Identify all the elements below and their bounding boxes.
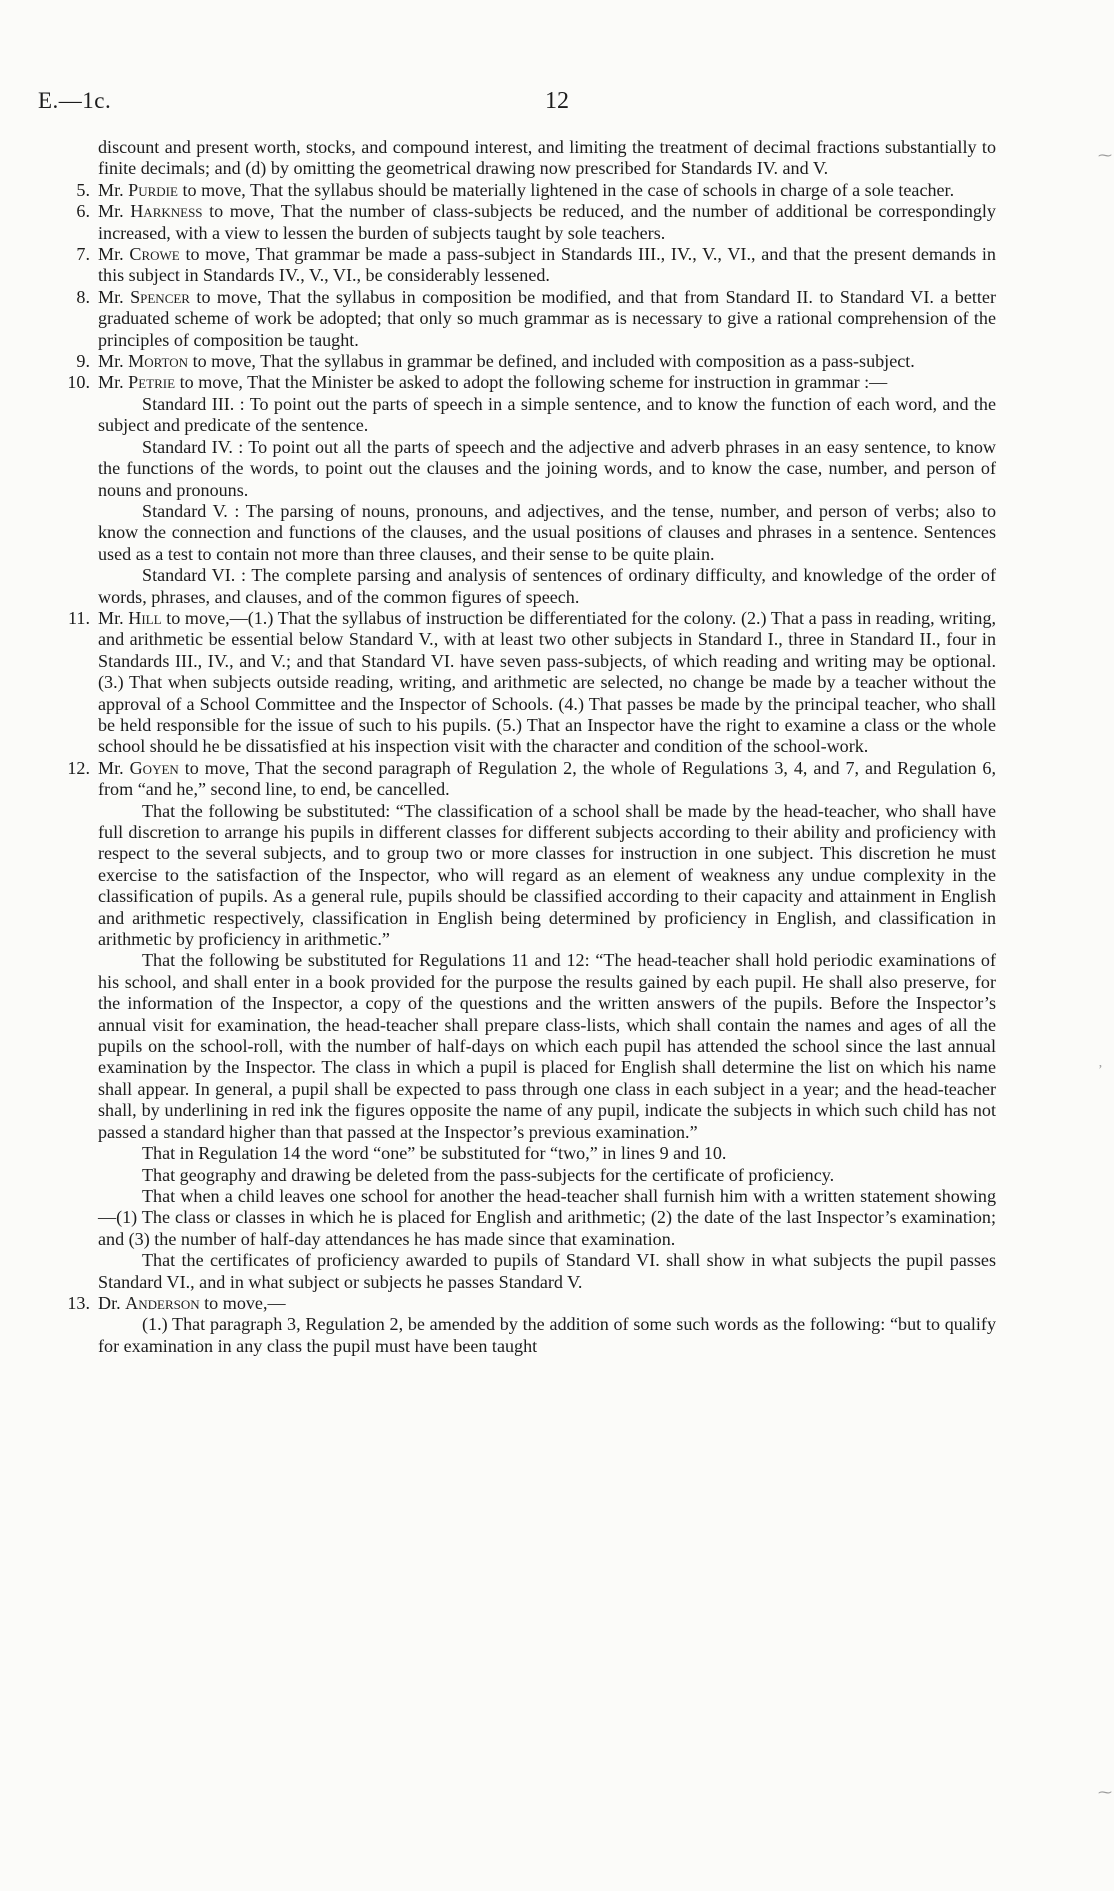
motion-text xyxy=(98,372,996,393)
motion-item xyxy=(76,286,996,351)
motion-number: 13. xyxy=(67,1292,90,1313)
motion-body: to move,—(1.) That the syllabus of instruction be differentiated for the colony. (2.) That a pass in reading, writing, and arithmetic be essential below Standard V., with at least two other subjects in Standard I., three in Standard II., four in Standards III., IV., and V.; and that Standard VI. have seven pass-subjects, of which reading and writing may be optional. (3.) That when subjects outside reading, writing, and arithmetic are selected, no change be made by a teacher without the approval of a School Committee and the Inspector of Schools. (4.) That passes be made by the principal teacher, who shall be held responsible for the issue of such to his pupils. (5.) That an Inspector have the right to examine a class or the whole school should he be dissatisfied at his inspection visit with the character and condition of the school-work. xyxy=(98,607,997,757)
member-name: Harkness xyxy=(130,201,203,222)
motion-paragraph: That when a child leaves one school for another the head-teacher shall furnish him with a written statement showing—(1) The class or classes in which he is placed for English and arithmetic; (2) the date of the last Inspector’s examination; and (3) the number of half-day attendances he has made since that examination. xyxy=(98,1185,996,1249)
motion-item xyxy=(76,244,996,287)
member-title: Mr. xyxy=(98,286,124,307)
motion-paragraph: Standard III. : To point out the parts of speech in a simple sentence, and to know the function of each word, and the subject and predicate of the sentence. xyxy=(98,393,996,436)
motion-number: 6. xyxy=(76,201,90,222)
motion-paragraph: That the following be substituted: “The classification of a school shall be made by the head-teacher, who shall have full discretion to arrange his pupils in different classes for different subjects according to their ability and proficiency with respect to the several subjects, and to group two or more classes for instruction in one subject. This discretion he must exercise to the satisfaction of the Inspector, who will regard as an element of weakness any undue complexity in the classification of pupils. As a general rule, pupils should be classified according to their capacity and attainment in English and arithmetic respectively, classification in English being determined by proficiency in English, and classification in arithmetic by proficiency in arithmetic.” xyxy=(98,800,996,950)
motion-body: to move,— xyxy=(204,1292,286,1313)
motion-text xyxy=(98,608,996,758)
margin-mark: ⁓ xyxy=(1098,149,1112,164)
motion-text xyxy=(98,351,996,372)
motion-body: to move, That the syllabus in composition be modified, and that from Standard II. to Standard VI. a better graduated scheme of work be adopted; that only so much grammar as is necessary to give a rational comprehension of the principles of composition be taught. xyxy=(98,286,996,350)
member-name: Purdie xyxy=(128,179,178,200)
motion-item xyxy=(76,179,996,201)
motion-paragraph: Standard IV. : To point out all the parts of speech and the adjective and adverb phrases in an easy sentence, to know the functions of the words, to point out the clauses and the joining words, and to know the case, number, and person of nouns and pronouns. xyxy=(98,436,996,500)
page-number: 12 xyxy=(545,88,569,114)
motion-item xyxy=(76,351,996,372)
member-title: Mr. xyxy=(98,372,124,393)
motion-paragraph: That geography and drawing be deleted from the pass-subjects for the certificate of proficiency. xyxy=(142,1164,835,1185)
member-title: Mr. xyxy=(98,607,124,628)
member-title: Mr. xyxy=(98,757,124,778)
motion-text xyxy=(98,287,996,351)
motion-paragraph: That in Regulation 14 the word “one” be substituted for “two,” in lines 9 and 10. xyxy=(142,1143,727,1164)
member-title: Mr. xyxy=(98,201,124,222)
member-name: Petrie xyxy=(128,372,176,393)
motion-item xyxy=(67,372,996,607)
motion-number: 7. xyxy=(76,244,90,265)
motion-item xyxy=(67,1292,996,1357)
margin-mark: ⁓ xyxy=(1098,1786,1112,1801)
member-name: Goyen xyxy=(129,757,179,778)
member-title: Mr. xyxy=(98,244,124,265)
motion-text xyxy=(98,1293,996,1314)
motion-paragraph: Standard V. : The parsing of nouns, pronouns, and adjectives, and the tense, number, and person of verbs; also to know the connection and functions of the clauses, and the usual positions of clauses and phrases in a sentence. Sentences used as a test to contain not more than three clauses, and their sense to be quite plain. xyxy=(98,500,996,564)
motion-body: to move, That the number of class-subjects be reduced, and the number of additional be correspondingly increased, with a view to lessen the burden of subjects taught by sole teachers. xyxy=(98,201,996,243)
motion-body: to move, That grammar be made a pass-subject in Standards III., IV., V., VI., and that the present demands in this subject in Standards IV., V., VI., be considerably lessened. xyxy=(98,244,996,286)
member-name: Spencer xyxy=(130,286,190,307)
motion-paragraph: Standard VI. : The complete parsing and analysis of sentences of ordinary difficulty, and knowledge of the order of words, phrases, and clauses, and of the common figures of speech. xyxy=(98,565,996,607)
motion-number: 5. xyxy=(76,179,90,200)
motion-text xyxy=(98,180,996,201)
motion-item xyxy=(76,201,996,244)
motion-body: to move, That the syllabus should be materially lightened in the case of schools in charge of a sole teacher. xyxy=(182,179,955,200)
member-title: Mr. xyxy=(98,351,124,372)
member-title: Dr. xyxy=(98,1292,121,1313)
motion-number: 11. xyxy=(68,607,90,628)
motion-paragraph: That the following be substituted for Regulations 11 and 12: “The head-teacher shall hold periodic examinations of his school, and shall enter in a book provided for the purpose the results gained by each pupil. He shall also preserve, for the information of the Inspector, a copy of the questions and the written answers of the pupils. Before the Inspector’s annual visit for examination, the head-teacher shall prepare class-lists, which shall contain the names and ages of all the pupils on the school-roll, with the number of half-days on which each pupil has attended the school since the last annual examination by the Inspector. The class in which a pupil is placed for English shall determine the list on which his name shall appear. In general, a pupil shall be expected to pass through one class in each subject in a year; and the head-teacher shall, by underlining in red ink the figures opposite the name of any pupil, indicate the subjects in which such child has not passed a standard higher than that passed at the Inspector’s previous examination.” xyxy=(98,950,996,1142)
member-title: Mr. xyxy=(98,179,124,200)
member-name: Anderson xyxy=(125,1292,200,1313)
motion-list xyxy=(67,179,997,1357)
document-body xyxy=(67,137,997,1357)
motion-number: 10. xyxy=(67,372,90,393)
motion-paragraph: (1.) That paragraph 3, Regulation 2, be amended by the addition of some such words as the following: “but to qualify for examination in any class the pupil must have been taught xyxy=(98,1314,996,1356)
continuation-text: discount and present worth, stocks, and compound interest, and limiting the treatment of decimal fractions substantially to finite decimals; and (d) by omitting the geometrical drawing now prescribed for Standards IV. and V. xyxy=(98,137,996,179)
motion-paragraph: That the certificates of proficiency awarded to pupils of Standard VI. shall show in what subjects the pupil passes Standard VI., and in what subject or subjects he passes Standard V. xyxy=(98,1250,996,1292)
motion-body: to move, That the second paragraph of Regulation 2, the whole of Regulations 3, 4, and 7, and Regulation 6, from “and he,” second line, to end, be cancelled. xyxy=(98,757,997,800)
motion-text xyxy=(98,758,996,801)
motion-number: 8. xyxy=(76,286,90,307)
motion-text xyxy=(98,244,996,287)
document-code: E.—1c. xyxy=(38,88,112,113)
motion-number: 12. xyxy=(67,757,90,778)
member-name: Hill xyxy=(128,607,162,628)
margin-mark: ʼ xyxy=(1098,1063,1103,1078)
member-name: Morton xyxy=(128,351,189,372)
motion-item xyxy=(68,607,997,758)
motion-body: to move, That the Minister be asked to adopt the following scheme for instruction in grammar :— xyxy=(179,372,888,393)
motion-number: 9. xyxy=(76,351,90,372)
motion-item xyxy=(67,757,997,1293)
member-name: Crowe xyxy=(129,244,180,265)
page-header xyxy=(38,88,1076,118)
motion-body: to move, That the syllabus in grammar be defined, and included with composition as a pass-subject. xyxy=(192,351,915,372)
motion-text xyxy=(98,201,996,244)
